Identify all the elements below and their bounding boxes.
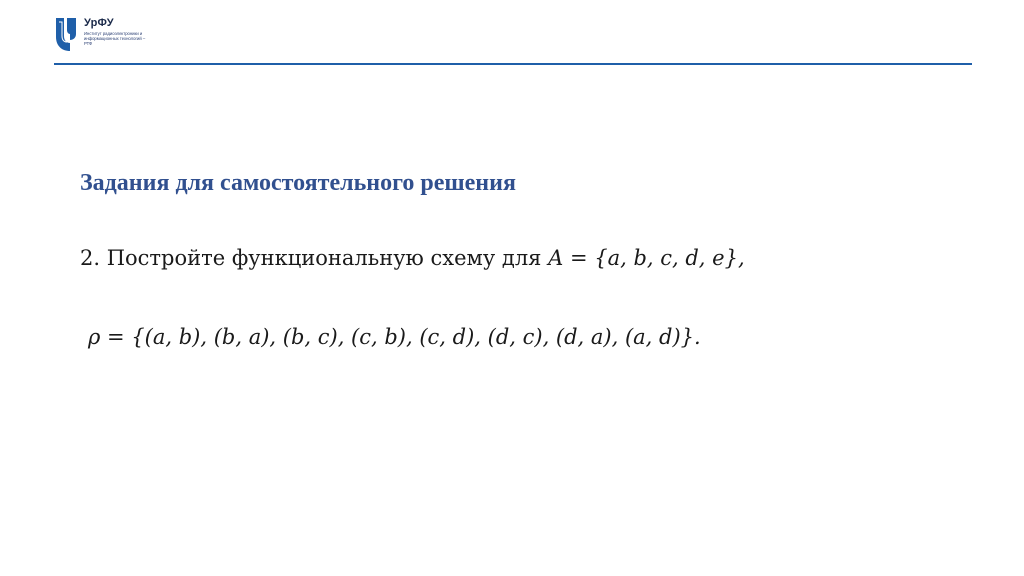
header-divider: [54, 63, 972, 65]
logo-subtitle: Институт радиоэлектроники и информационных технологий – РТФ: [84, 31, 146, 46]
relation-text: ρ = {(a, b), (b, a), (b, c), (c, b), (c, d), (d, c), (d, a), (a, d)}.: [88, 325, 701, 349]
task-text: 2. Постройте функциональную схему для: [80, 246, 549, 270]
slide-header: [0, 0, 1024, 66]
set-definition: A = {a, b, c, d, e},: [548, 246, 745, 270]
slide-title: Задания для самостоятельного решения: [80, 170, 516, 196]
task-statement: [80, 246, 745, 270]
relation-definition: [88, 325, 701, 349]
urfu-logo-icon: [54, 16, 78, 54]
logo-title: УрФУ: [84, 17, 114, 29]
